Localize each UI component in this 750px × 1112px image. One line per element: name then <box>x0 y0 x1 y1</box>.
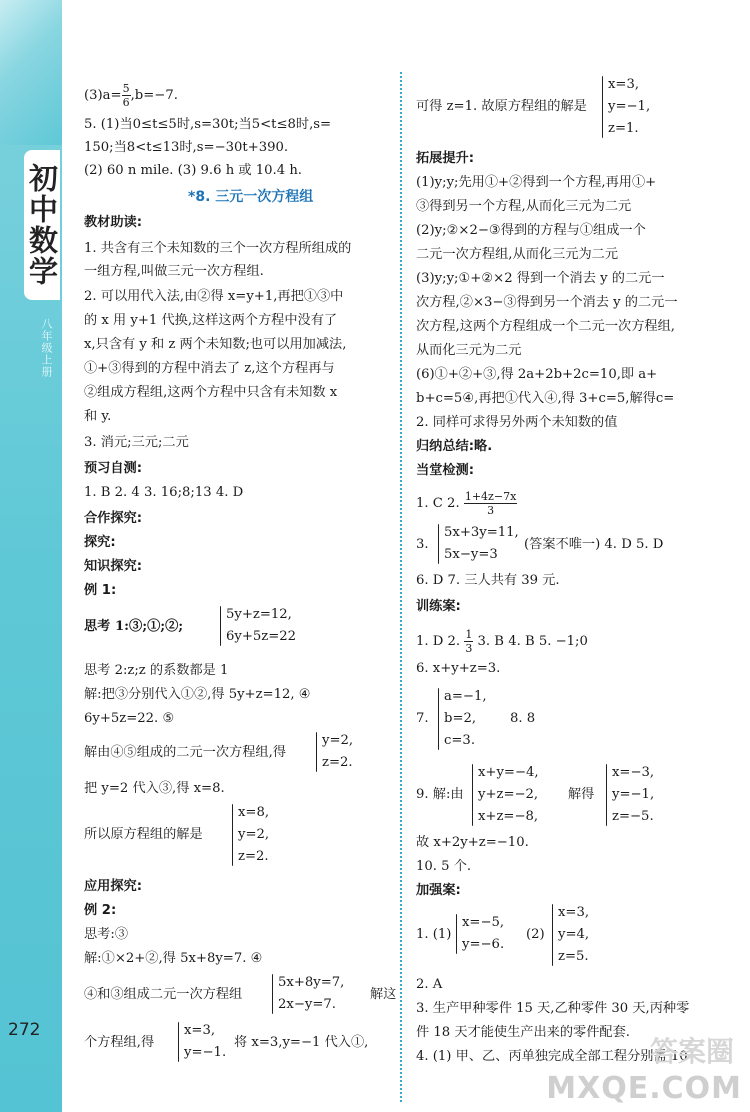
answer-line: (3)a= $\frac{5}{6}$ ,b=−7. <box>84 82 178 109</box>
watermark-text: MXQE.COM <box>546 1071 742 1106</box>
text-line: ④和③组成二元一次方程组 <box>84 987 243 1002</box>
equation: x+z=−8, <box>478 809 539 824</box>
text-line: 6. D 7. 三人共有 39 元. <box>416 573 560 588</box>
text-line: 思考 1:③;①;②; <box>84 619 184 634</box>
text-line: 二元一次方程组,从而化三元为二元 <box>416 247 619 262</box>
text-line: 1. (1) <box>416 927 452 942</box>
text-line: 1. B 2. 4 3. 16;8;13 4. D <box>84 485 244 500</box>
text-line: b+c=5④,再把①代入④,得 3+c=5,解得c= <box>416 391 675 406</box>
text-line: 1. D 2. $\frac{1}{3}$ 3. B 4. B 5. −1;0 <box>416 628 588 655</box>
column-divider <box>400 72 402 1102</box>
equation: z=2. <box>238 849 269 864</box>
equation: x=−5, <box>462 915 505 930</box>
text-line: 个方程组,得 <box>84 1035 155 1050</box>
equation: 5x−y=3 <box>444 547 498 562</box>
equation: y=−1, <box>608 99 651 114</box>
heading-li2: 例 2: <box>84 903 117 918</box>
brace <box>552 904 553 966</box>
brace <box>316 732 317 772</box>
text-line: 解这 <box>370 987 397 1002</box>
text-line: 1. C 2. $\frac{1+4z-7x}{3}$ <box>416 490 517 517</box>
text-line: (3)y;y;①+②×2 得到一个消去 y 的二元一 <box>416 271 665 286</box>
equation: 6y+5z=22 <box>226 629 297 644</box>
heading-jiaqiang: 加强案: <box>416 883 461 898</box>
text-line: 解得 <box>568 787 595 802</box>
text-line: ①+③得到的方程中消去了 z,这个方程再与 <box>84 361 335 376</box>
text-line: ②组成方程组,这两个方程中只含有未知数 x <box>84 385 338 400</box>
equation: y+z=−2, <box>478 787 539 802</box>
equation: b=2, <box>444 711 477 726</box>
section-title: *8. 三元一次方程组 <box>188 189 314 205</box>
equation: y=−1, <box>612 787 655 802</box>
text-line: (答案不唯一) 4. D 5. D <box>524 537 664 552</box>
brace <box>438 524 439 564</box>
text-line: 2. 可以用代入法,由②得 x=y+1,再把①③中 <box>84 289 344 304</box>
equation: z=2. <box>322 755 353 770</box>
text-line: x,只含有 y 和 z 两个未知数;也可以用加减法, <box>84 337 347 352</box>
text-line: 3. <box>416 537 429 552</box>
text-line: 2. 同样可求得另外两个未知数的值 <box>416 415 618 430</box>
equation: y=4, <box>558 927 590 942</box>
text-line: 将 x=3,y=−1 代入①, <box>234 1035 369 1050</box>
text-line: 解由④⑤组成的二元一次方程组,得 <box>84 745 287 760</box>
equation: 5y+z=12, <box>226 607 292 622</box>
brace <box>178 1022 179 1062</box>
text-line: 把 y=2 代入③,得 x=8. <box>84 781 225 796</box>
heading-hezuo: 合作探究: <box>84 511 143 526</box>
equation: x=3, <box>558 905 590 920</box>
heading-yingyong: 应用探究: <box>84 879 143 894</box>
equation: y=2, <box>238 827 270 842</box>
text-line: 2. A <box>416 977 443 992</box>
equation: 5x+3y=11, <box>444 525 519 540</box>
brace <box>472 764 473 826</box>
text-line: ③得到另一个方程,从而化三元为二元 <box>416 199 632 214</box>
equation: c=3. <box>444 733 476 748</box>
heading-dangtang: 当堂检测: <box>416 463 475 478</box>
text-line: 7. <box>416 711 429 726</box>
text-line: 9. 解:由 <box>416 787 464 802</box>
text-line: 思考:③ <box>84 927 129 942</box>
text-line: 所以原方程组的解是 <box>84 827 203 842</box>
brace <box>456 914 457 954</box>
page-number: 272 <box>8 1020 41 1040</box>
brace <box>220 606 221 646</box>
brace <box>272 974 273 1014</box>
equation: y=2, <box>322 733 354 748</box>
heading-guina: 归纳总结:略. <box>416 439 493 454</box>
answer-line: 150;当8<t≤13时,s=−30t+390. <box>84 140 289 155</box>
equation: x=3, <box>184 1023 216 1038</box>
equation: z=1. <box>608 121 639 136</box>
text-line: 6. x+y+z=3. <box>416 661 501 676</box>
text-line: 次方程,这两个方程组成一个二元一次方程组, <box>416 319 675 334</box>
grade-label: 八年级上册 <box>40 318 53 378</box>
heading-li1: 例 1: <box>84 583 117 598</box>
equation: 5x+8y=7, <box>278 975 345 990</box>
heading-tanjiu: 探究: <box>84 535 116 550</box>
watermark-logo: 答案圈 <box>649 1035 734 1068</box>
text-line: 3. 生产甲种零件 15 天,乙种零件 30 天,丙种零 <box>416 1001 690 1016</box>
brace <box>232 804 233 866</box>
text-line: 6y+5z=22. ⑤ <box>84 711 175 726</box>
heading-xunlian: 训练案: <box>416 599 461 614</box>
text-line: (2) <box>526 927 545 942</box>
text-line: 8. 8 <box>510 711 536 726</box>
text-line: 3. 消元;三元;二元 <box>84 435 189 450</box>
equation: x=8, <box>238 805 270 820</box>
equation: x+y=−4, <box>478 765 539 780</box>
text-line: 1. 共含有三个未知数的三个一次方程所组成的 <box>84 241 352 256</box>
heading-tuozhan: 拓展提升: <box>416 151 475 166</box>
text-line: 4. (1) 甲、乙、丙单独完成全部工程分别需 10 <box>416 1049 688 1064</box>
equation: 2x−y=7. <box>278 997 336 1012</box>
heading-jiaocai: 教材助读: <box>84 215 143 230</box>
text-line: 一组方程,叫做三元一次方程组. <box>84 264 264 279</box>
text-line: 可得 z=1. 故原方程组的解是 <box>416 99 587 114</box>
sidebar-stripe <box>0 0 62 145</box>
text-line: 故 x+2y+z=−10. <box>416 835 529 850</box>
text-line: 解:把③分别代入①②,得 5y+z=12, ④ <box>84 687 311 702</box>
equation: y=−6. <box>462 937 505 952</box>
text-line: 解:①×2+②,得 5x+8y=7. ④ <box>84 951 263 966</box>
equation: y=−1. <box>184 1045 227 1060</box>
answer-line: (2) 60 n mile. (3) 9.6 h 或 10.4 h. <box>84 163 302 178</box>
text-line: 的 x 用 y+1 代换,这样这两个方程中没有了 <box>84 313 338 328</box>
equation: x=3, <box>608 77 640 92</box>
text-line: 和 y. <box>84 409 112 424</box>
text-line: 从而化三元为二元 <box>416 343 522 358</box>
answer-line: 5. (1)当0≤t≤5时,s=30t;当5<t≤8时,s= <box>84 117 332 132</box>
brace <box>438 688 439 750</box>
equation: z=5. <box>558 949 589 964</box>
brace <box>606 764 607 826</box>
text-line: 次方程,②×3−③得到另一个消去 y 的二元一 <box>416 295 678 310</box>
heading-zhishi: 知识探究: <box>84 559 143 574</box>
text-line: (2)y;②×2−③得到的方程与①组成一个 <box>416 223 646 238</box>
text-line: (1)y;y;先用①+②得到一个方程,再用①+ <box>416 175 657 190</box>
heading-yuxi: 预习自测: <box>84 461 143 476</box>
equation: z=−5. <box>612 809 654 824</box>
brace <box>602 76 603 138</box>
equation: a=−1, <box>444 689 487 704</box>
text-line: 件 18 天才能使生产出来的零件配套. <box>416 1025 630 1040</box>
text-line: (6)①+②+③,得 2a+2b+2c=10,即 a+ <box>416 367 658 382</box>
text-line: 思考 2:z;z 的系数都是 1 <box>84 663 229 678</box>
book-title: 初中数学 <box>24 150 60 300</box>
equation: x=−3, <box>612 765 655 780</box>
text-line: 10. 5 个. <box>416 859 472 874</box>
